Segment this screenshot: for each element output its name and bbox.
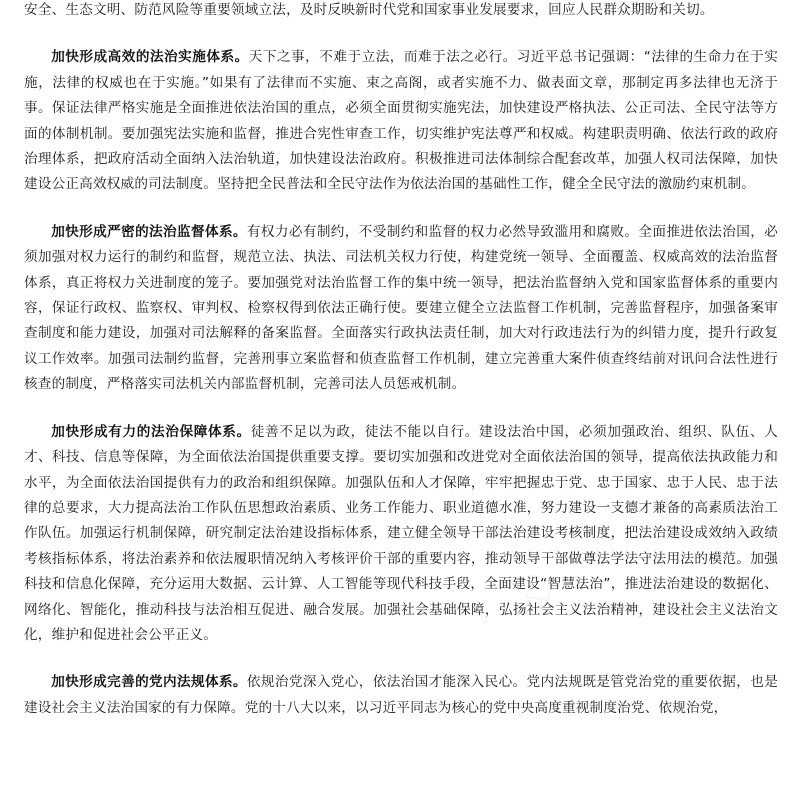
section-paragraph [24,45,778,197]
article-body [24,0,778,721]
intro-paragraph-tail: 安全、生态文明、防范风险等重要领域立法，及时反映新时代党和国家事业发展要求，回应人民群众期盼和关切。 [24,2,714,18]
section-body: 有权力必有制约，不受制约和监督的权力必然导致滥用和腐败。全面推进依法治国，必须加强对权力运行的制约和监督，规范立法、执法、司法机关权力行使，构建党统一领导、全面覆盖、权威高效的法治监督体系，真正将权力关进制度的笼子。要加强党对法治监督工作的集中统一领导，把法治监督纳入党和国家监督体系的重要内容，保证行政权、监察权、审判权、检察权得到依法正确行使。要建立健全立法监督工作机制，完善监督程序，加强备案审查制度和能力建设，加强对司法解释的备案监督。全面落实行政执法责任制，加大对行政违法行为的纠错力度，提升行政复议工作效率。加强司法制约监督，完善刑事立案监督和侦查监督工作机制，建立完善重大案件侦查终结前对讯问合法性进行核查的制度，严格落实司法机关内部监督机制，完善司法人员惩戒机制。 [24,223,778,393]
section-paragraph [24,220,778,398]
watermark: ◇ [507,554,566,617]
section-body: 徒善不足以为政，徒法不能以自行。建设法治中国，必须加强政治、组织、队伍、人才、科技、信息等保障，为全面依法治国提供重要支撑。要切实加强和改进党对全面依法治国的领导，提高依法执政能力和水平，为全面依法治国提供有力的政治和组织保障。加强队伍和人才保障，牢牢把握忠于党、忠于国家、忠于人民、忠于法律的总要求，大力提高法治工作队伍思想政治素质、业务工作能力、职业道德水准，努力建设一支德才兼备的高素质法治工作队伍。加强运行机制保障，研究制定法治建设指标体系，建立健全领导干部法治建设考核制度，把法治建设成效纳入政绩考核指标体系，将法治素养和依法履职情况纳入考核评价干部的重要内容，推动领导干部做尊法学法守法用法的模范。加强科技和信息化保障，充分运用大数据、云计算、人工智能等现代科技手段，全面建设“智慧法治”，推进法治建设的数据化、网络化、智能化，推动科技与法治相互促进、融合发展。加强社会基础保障，弘扬社会主义法治精神，建设社会主义法治文化，维护和促进社会公平正义。 [24,423,778,643]
watermark: ◇ [157,294,216,357]
section-heading: 加快形成高效的法治实施体系。 [51,49,249,66]
section-body: 依规治党深入党心，依法治国才能深入民心。党内法规既是管党治党的重要依据，也是建设社会主义法治国家的有力保障。党的十八大以来，以习近平同志为核心的党中央高度重视制度治党、依规治党， [24,674,778,716]
section-heading: 加快形成严密的法治监督体系。 [51,223,247,240]
section-heading: 加快形成完善的党内法规体系。 [51,674,247,691]
watermark: ◇ [457,144,516,207]
section-heading: 加快形成有力的法治保障体系。 [51,423,251,440]
section-paragraph [24,420,778,649]
section-body: 天下之事，不难于立法，而难于法之必行。习近平总书记强调：“法律的生命力在于实施，法律的权威也在于实施。”如果有了法律而不实施、束之高阁，或者实施不力、做表面文章，那制定再多法律也无济于事。保证法律严格实施是全面推进依法治国的重点，必须全面贯彻实施宪法，加快建设严格执法、公正司法、全民守法等方面的体制机制。要加强宪法实施和监督，推进合宪性审查工作，切实维护宪法尊严和权威。构建职责明确、依法行政的政府治理体系，把政府活动全面纳入法治轨道，加快建设法治政府。积极推进司法体制综合配套改革，加强人权司法保障，加快建设公正高效权威的司法制度。坚持把全民普法和全民守法作为依法治国的基础性工作，健全全民守法的激励约束机制。 [24,49,778,193]
section-paragraph [24,670,778,721]
